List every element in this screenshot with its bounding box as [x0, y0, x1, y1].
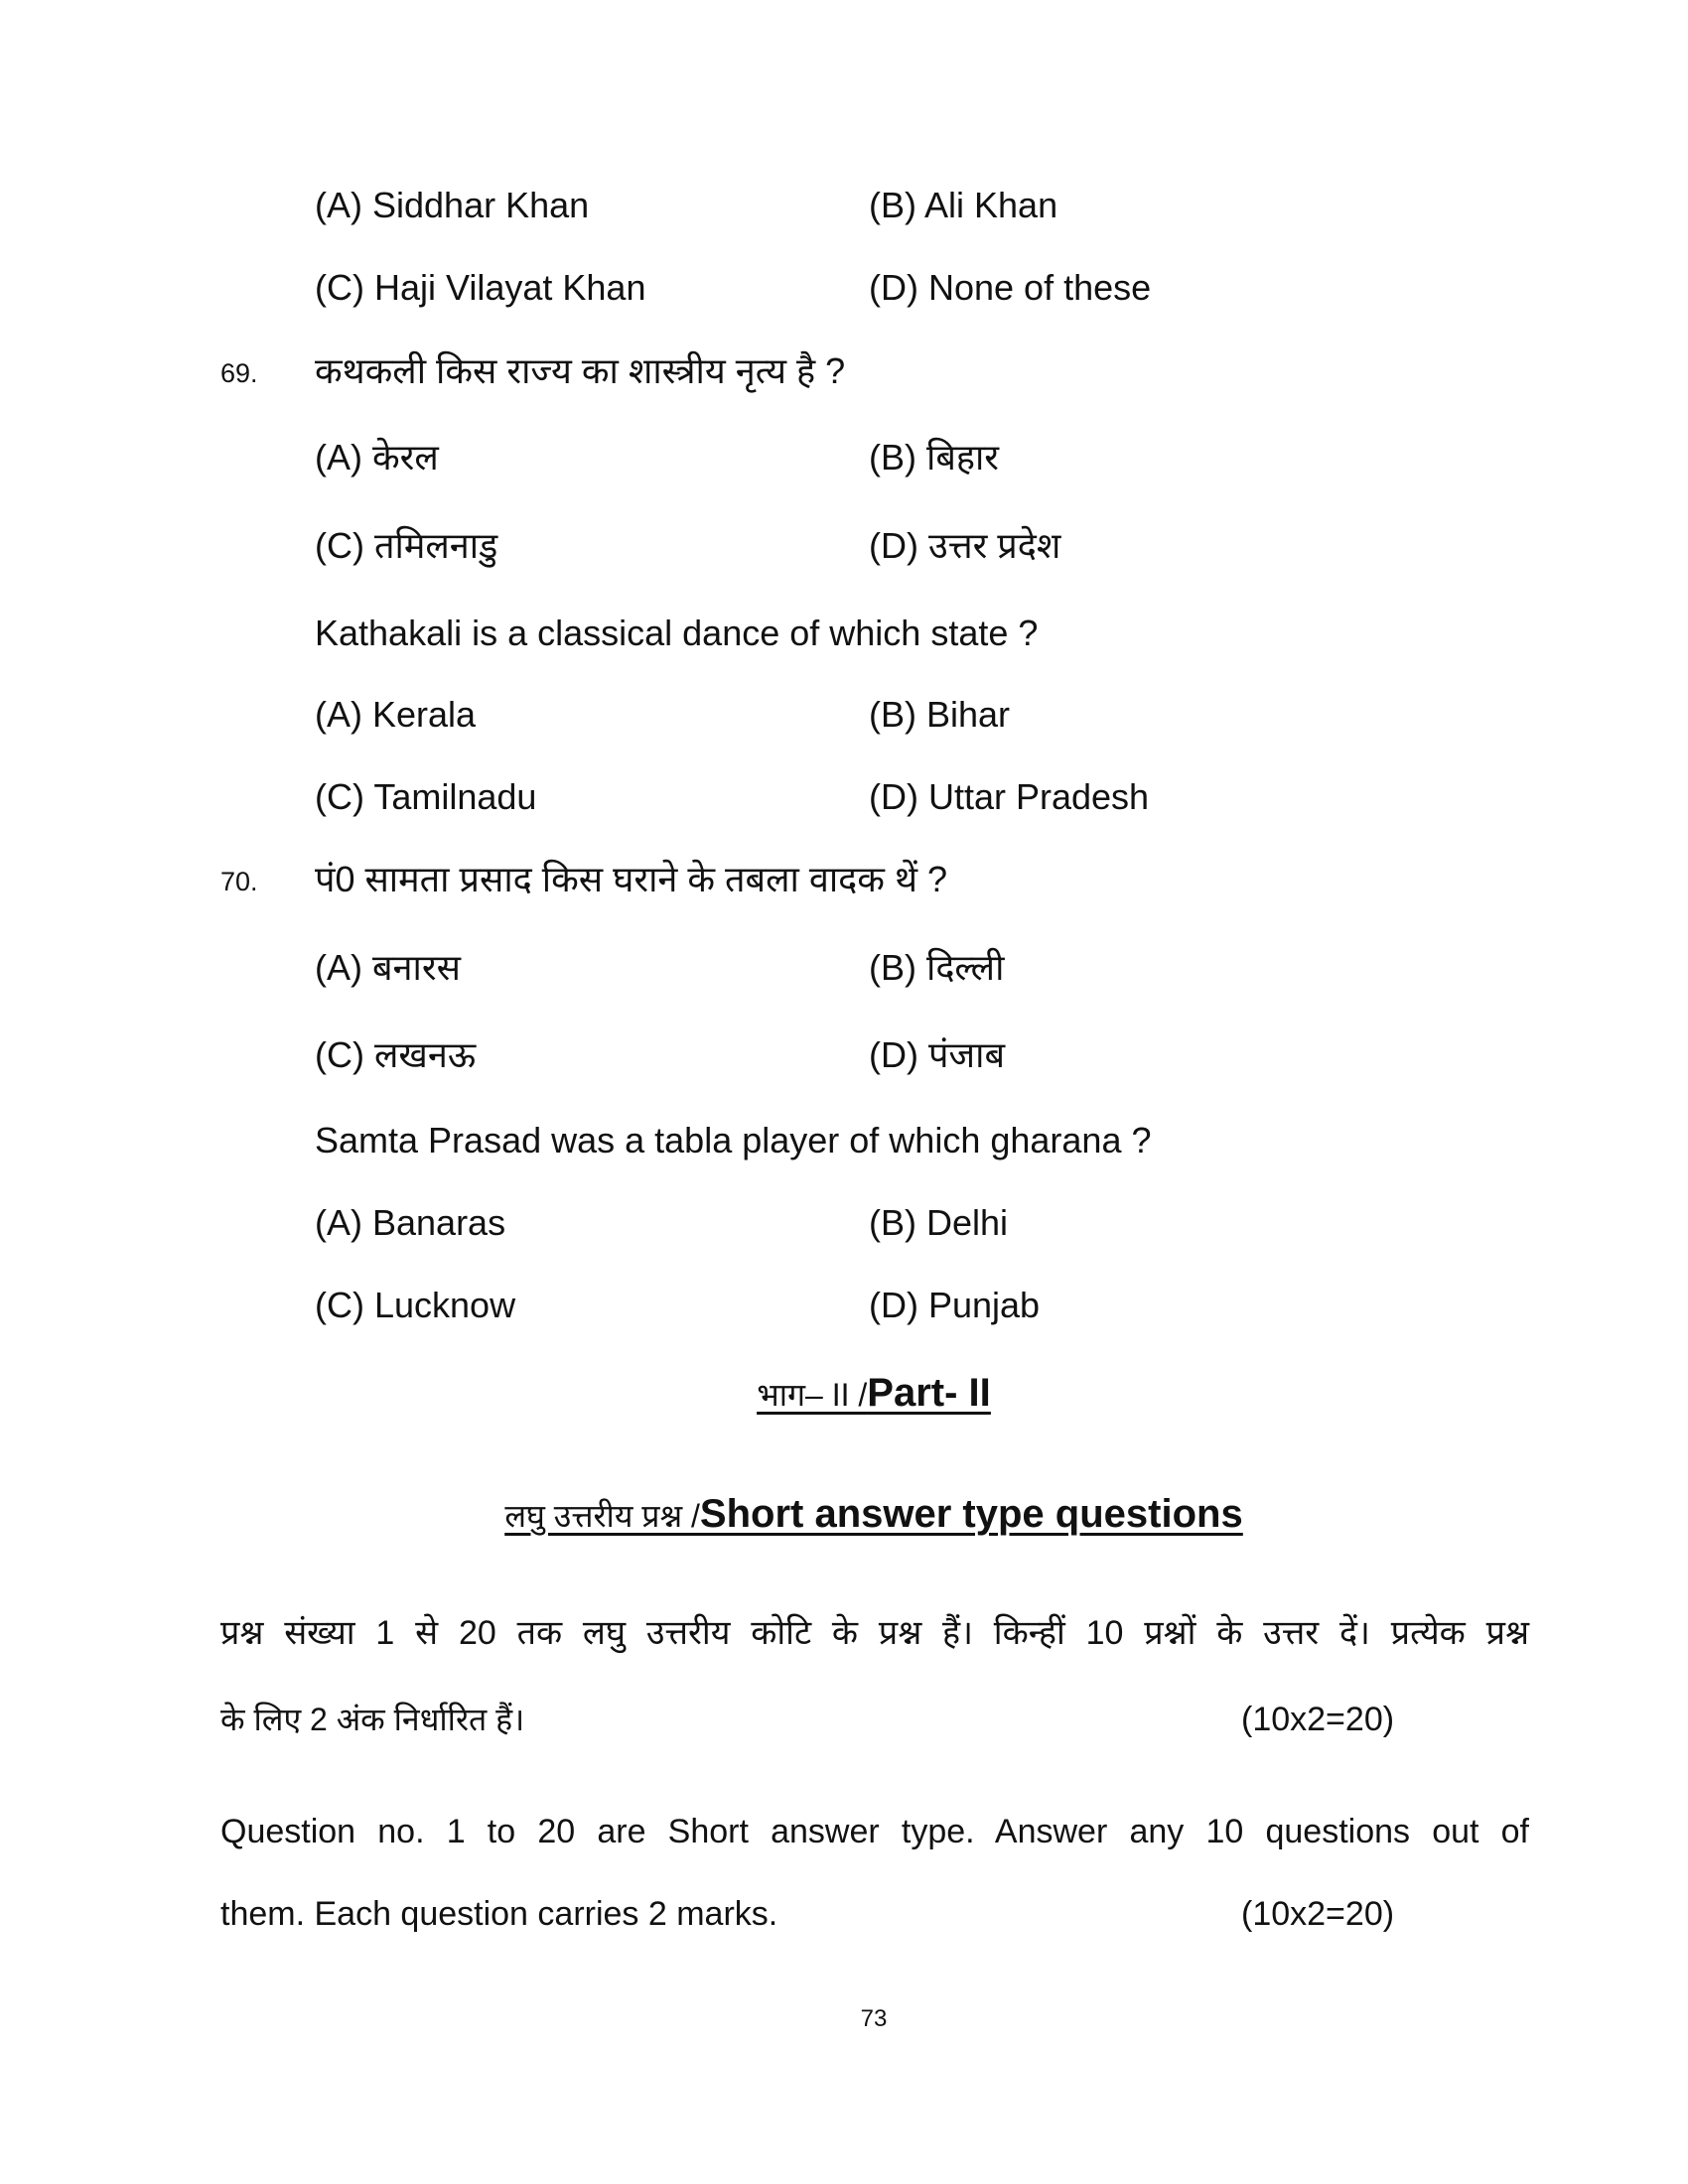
q70-english-option-c: (C) Lucknow: [315, 1285, 516, 1325]
q70-english-option-a: (A) Banaras: [315, 1202, 506, 1243]
q69-english-option-a: (A) Kerala: [315, 694, 477, 735]
q69-hindi-option-b: (B) बिहार: [869, 437, 1000, 478]
page-number: 73: [860, 2005, 888, 2032]
part-heading-hindi: भाग– II /: [757, 1377, 868, 1413]
q69-hindi-option-c: (C) तमिलनाडु: [315, 525, 498, 566]
q69-hindi-option-d: (D) उत्तर प्रदेश: [869, 525, 1061, 566]
q69-english-option-d: (D) Uttar Pradesh: [869, 776, 1150, 817]
q68-option-a: (A) Siddhar Khan: [315, 185, 590, 225]
instructions-hindi-line1: प्रश्न संख्या 1 से 20 तक लघु उत्तरीय कोटि के प्रश्न हैं। किन्हीं 10 प्रश्नों के उत्तर दें। प्रत्येक प्रश्न: [220, 1614, 1529, 1652]
section-heading: [0, 1492, 1688, 1538]
q70-hindi-question: पं0 सामता प्रसाद किस घराने के तबला वादक थें ?: [315, 859, 947, 899]
q69-english-question: Kathakali is a classical dance of which state ?: [315, 613, 1039, 653]
part-heading: [0, 1371, 1688, 1417]
q68-option-c: (C) Haji Vilayat Khan: [315, 267, 646, 308]
section-heading-english: Short answer type questions: [699, 1492, 1243, 1536]
instructions-hindi-marks: (10x2=20): [1241, 1701, 1395, 1738]
instructions-english-line1: Question no. 1 to 20 are Short answer type. Answer any 10 questions out of: [220, 1813, 1529, 1850]
q69-english-option-c: (C) Tamilnadu: [315, 776, 537, 817]
q70-hindi-option-c: (C) लखनऊ: [315, 1034, 477, 1075]
section-heading-hindi: लघु उत्तरीय प्रश्न /: [504, 1498, 700, 1534]
q69-number: 69.: [220, 358, 258, 388]
q70-english-question: Samta Prasad was a tabla player of which gharana ?: [315, 1120, 1152, 1160]
q69-hindi-question: कथकली किस राज्य का शास्त्रीय नृत्य है ?: [315, 350, 846, 391]
q70-english-option-d: (D) Punjab: [869, 1285, 1041, 1325]
q70-hindi-option-a: (A) बनारस: [315, 947, 461, 988]
instructions-hindi-line2: के लिए 2 अंक निर्धारित हैं।: [220, 1702, 525, 1737]
part-heading-english: Part- II: [867, 1371, 991, 1415]
q70-english-option-b: (B) Delhi: [869, 1202, 1009, 1243]
q68-option-d: (D) None of these: [869, 267, 1152, 308]
q68-option-b: (B) Ali Khan: [869, 185, 1058, 225]
q70-number: 70.: [220, 867, 258, 896]
instructions-english-line2: them. Each question carries 2 marks.: [220, 1895, 778, 1933]
q69-english-option-b: (B) Bihar: [869, 694, 1011, 735]
q70-hindi-option-b: (B) दिल्ली: [869, 947, 1005, 988]
q70-hindi-option-d: (D) पंजाब: [869, 1034, 1006, 1075]
q69-hindi-option-a: (A) केरल: [315, 437, 439, 478]
instructions-english-marks: (10x2=20): [1241, 1895, 1395, 1933]
